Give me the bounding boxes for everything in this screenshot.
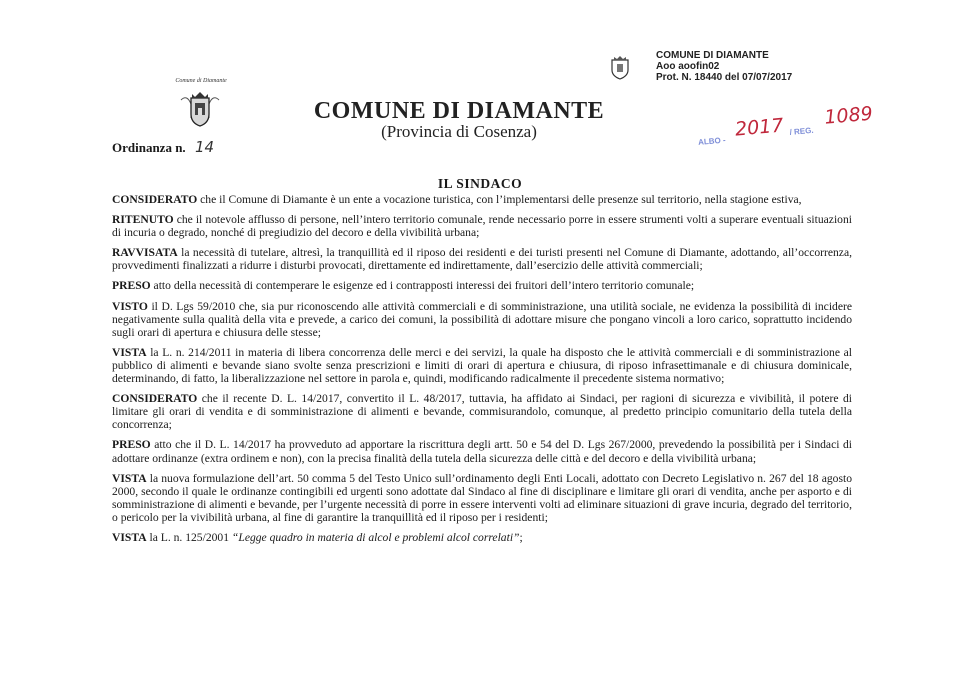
paragraph <box>112 531 852 544</box>
paragraph-text: che il recente D. L. 14/2017, convertito il L. 48/2017, tuttavia, ha affidato ai Sindaci, per ragioni di sicurezza e vivibilità, il potere di limitare gli orari di vendita e di somministrazione di alimenti e bevande, commisurandolo, comunque, al predetto principio comunitario della tutela della concorrenza; <box>112 392 852 432</box>
ordinance-number <box>112 138 214 156</box>
paragraph <box>112 213 852 239</box>
albo-year: 2017 <box>734 114 785 141</box>
paragraph-text: la necessità di tutelare, altresì, la tranquillità ed il riposo dei residenti e dei turisti presenti nel Comune di Diamante, adottando, all’occorrenza, provvedimenti finalizzati a ridurre i disturbi provocati, direttamente ed indirettamente, dall’esercizio delle attività commerciali; <box>112 246 852 273</box>
paragraph-keyword: RITENUTO <box>112 213 174 227</box>
paragraph-text: la L. n. 125/2001 <box>146 530 232 544</box>
section-heading: IL SINDACO <box>437 176 523 191</box>
paragraph-keyword: VISTO <box>112 299 148 313</box>
law-title: “Legge quadro in materia di alcol e problemi alcol correlati” <box>231 530 520 544</box>
municipal-crest <box>173 78 229 130</box>
protocol-line: COMUNE DI DIAMANTE <box>656 50 769 61</box>
paragraph-text: la L. n. 214/2011 in materia di libera concorrenza delle merci e dei servizi, la quale ha disposto che le attività commerciali e di somministrazione al pubblico di alimenti e bevande siano svolte senza prescrizioni e limiti di orari di apertura e chiusura, di riposo infrasettimanale e di chiusura dominicale, determinando, di fatto, la liberalizzazione nel settore in parola e, quindi, modificando radicalmente il precedente sistema normativo; <box>112 345 852 386</box>
paragraph-keyword: CONSIDERATO <box>112 193 198 206</box>
paragraph-keyword: PRESO <box>112 438 151 452</box>
paragraph-tail: ; <box>519 530 523 544</box>
paragraph-text: atto che il D. L. 14/2017 ha provveduto ad apportare la riscrittura degli artt. 50 e 54 del D. Lgs 267/2000, prevedendo la possibilità per i Sindaci di adottare ordinanze (extra ordinem e non), con la precisa finalità della tutela della sicurezza delle città e del decoro e della vivibilità urbana; <box>112 438 852 465</box>
ordinance-body <box>112 193 852 551</box>
albo-label: ALBO - <box>697 135 726 147</box>
paragraph <box>112 346 852 385</box>
paragraph-keyword: VISTA <box>112 471 147 485</box>
albo-number: 1089 <box>823 102 874 129</box>
crest-caption: Comune di Diamante <box>175 78 227 84</box>
paragraph-keyword: CONSIDERATO <box>112 392 198 406</box>
albo-stamp <box>696 100 909 158</box>
paragraph <box>112 193 852 206</box>
coat-of-arms-icon <box>608 54 632 80</box>
paragraph-text: atto della necessità di contemperare le esigenze ed i contrapposti interessi dei fruitori dell’intero territorio comunale; <box>150 279 695 293</box>
paragraph <box>112 279 852 292</box>
municipality-title: COMUNE DI DIAMANTE <box>313 98 605 124</box>
paragraph-keyword: VISTA <box>112 530 147 544</box>
paragraph-text: la nuova formulazione dell’art. 50 comma 5 del Testo Unico sull’ordinamento degli Enti Locali, adottato con Decreto Legislativo n. 267 del 18 agosto 2000, secondo il quale le ordinanze contingibili ed urgenti sono adottate dal Sindaco al fine di disciplinare e limitare gli orari di vendita, anche per asporto e di somministrazione di alimenti e bevande, per l’urgente necessità di porre in essere interventi volti ad eliminare situazioni di grave incuria, degrado del territorio, o pericolo per la vivibilità urbana, al fine di garantire la tranquillità ed il riposo per i residenti; <box>112 471 852 524</box>
paragraph-keyword: PRESO <box>112 279 151 293</box>
province-subtitle: (Provincia di Cosenza) <box>381 122 537 141</box>
paragraph <box>112 438 852 464</box>
ordinance-label: Ordinanza n. <box>112 140 186 155</box>
protocol-line: Prot. N. 18440 del 07/07/2017 <box>656 72 793 83</box>
paragraph-text: che il notevole afflusso di persone, nell’intero territorio comunale, rende necessario porre in essere strumenti volti a superare eventuali situazioni di incuria o degrado, nonché di pregiudizio del decoro e della vivibilità urbana; <box>112 213 852 240</box>
paragraph <box>112 472 852 524</box>
paragraph-keyword: RAVVISATA <box>112 246 178 260</box>
protocol-stamp <box>606 50 866 84</box>
paragraph <box>112 392 852 431</box>
coat-of-arms-icon <box>179 88 221 128</box>
reg-label: / REG. <box>789 125 814 137</box>
paragraph <box>112 300 852 339</box>
paragraph <box>112 246 852 272</box>
protocol-line: Aoo aoofin02 <box>656 61 720 72</box>
paragraph-text: il D. Lgs 59/2010 che, sia pur riconoscendo alle attività commerciali e di somministrazione, una utilità sociale, ne evidenza la possibilità di incidere negativamente sulla qualità della vita e prevede, a carico dei comuni, la possibilità di adottare misure che pongano vincoli a loro carico, soprattutto incidendo sugli orari di apertura e chiusura delle stesse; <box>112 299 852 339</box>
paragraph-text: che il Comune di Diamante è un ente a vocazione turistica, con l’implementarsi delle presenze sul territorio, nella stagione estiva, <box>197 193 802 206</box>
paragraph-keyword: VISTA <box>112 345 147 359</box>
ordinance-number-handwritten: 14 <box>194 138 215 156</box>
